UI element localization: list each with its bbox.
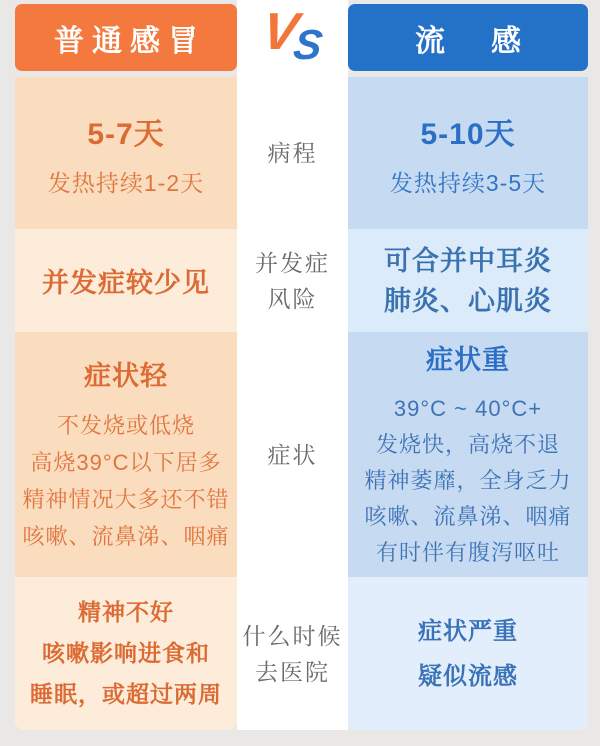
cold-symptom-line: 精神情况大多还不错	[22, 487, 230, 512]
flu-complications-cell	[348, 229, 588, 332]
cold-duration-detail: 发热持续1-2天	[47, 169, 205, 196]
cold-hospital-line: 咳嗽影响进食和	[42, 640, 210, 666]
header-flu-label: 流 感	[415, 24, 529, 58]
flu-symptom-line: 咳嗽、流鼻涕、咽痛	[364, 504, 572, 529]
vs-badge	[237, 3, 348, 72]
flu-duration-detail: 发热持续3-5天	[389, 169, 547, 196]
row-label-complications-line2: 风险	[267, 285, 318, 312]
flu-symptom-line: 精神萎靡，全身乏力	[364, 468, 572, 493]
cold-duration-heading: 5-7天	[87, 117, 165, 151]
cold-hospital-line: 精神不好	[78, 599, 174, 625]
row-label-hospital-line1: 什么时候	[242, 622, 343, 649]
flu-hospital-line: 疑似流感	[418, 662, 518, 690]
row-label-duration	[237, 77, 348, 229]
cold-symptom-line: 高烧39°C以下居多	[30, 450, 222, 475]
flu-symptom-line: 有时伴有腹泻呕吐	[375, 540, 560, 565]
vs-letter-s: S	[291, 21, 326, 68]
cold-symptom-line: 咳嗽、流鼻涕、咽痛	[22, 524, 230, 549]
cold-duration-cell	[15, 77, 237, 229]
row-label-symptoms	[237, 332, 348, 577]
flu-duration-heading: 5-10天	[420, 117, 516, 151]
flu-symptom-line: 39°C ~ 40°C+	[393, 396, 543, 421]
header-common-cold	[15, 4, 237, 71]
flu-hospital-line: 症状严重	[418, 617, 518, 645]
flu-hospital-cell	[348, 577, 588, 730]
row-label-hospital-line2: 去医院	[255, 658, 330, 685]
cold-complications-cell	[15, 229, 237, 332]
flu-symptoms-heading: 症状重	[426, 345, 510, 375]
cold-symptoms-heading: 症状轻	[84, 361, 168, 391]
row-label-duration-text: 病程	[267, 140, 318, 166]
row-label-complications	[237, 229, 348, 332]
flu-duration-cell	[348, 77, 588, 229]
row-label-symptoms-text: 症状	[267, 441, 318, 468]
cold-symptom-line: 不发烧或低烧	[56, 413, 195, 438]
cold-complications-text: 并发症较少见	[42, 268, 210, 298]
flu-complications-line2: 肺炎、心肌炎	[384, 285, 552, 316]
row-label-complications-line1: 并发症	[255, 249, 330, 276]
flu-complications-line1: 可合并中耳炎	[384, 245, 552, 276]
cold-hospital-line: 睡眠，或超过两周	[30, 681, 222, 707]
flu-symptoms-cell	[348, 332, 588, 577]
header-common-cold-label: 普通感冒	[54, 24, 206, 58]
vs-letter-v: V	[258, 3, 302, 61]
cold-symptoms-cell	[15, 332, 237, 577]
flu-symptom-line: 发烧快，高烧不退	[375, 432, 560, 457]
header-flu	[348, 4, 588, 71]
row-label-hospital	[237, 577, 348, 730]
cold-hospital-cell	[15, 577, 237, 730]
